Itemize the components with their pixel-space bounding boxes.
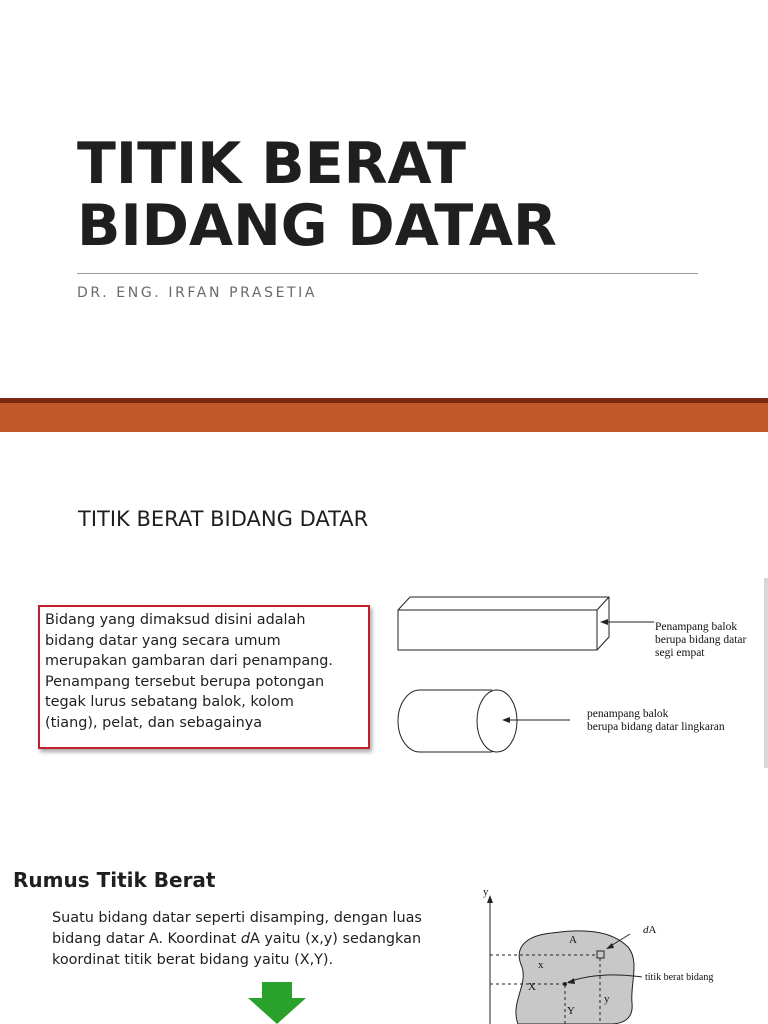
formula-description: Suatu bidang datar seperti disamping, dengan luas bidang datar A. Koordinat dA yaitu (x,y) sedangkan koordinat titik berat bidang yaitu (X,Y).: [52, 910, 422, 968]
author-subtitle: DR. ENG. IRFAN PRASETIA: [77, 285, 318, 301]
y-small-label: y: [604, 993, 610, 1005]
centroid-point: [563, 982, 567, 986]
centroid-label: titik berat bidang: [645, 972, 714, 983]
cylinder-label: penampang balok berupa bidang datar lingkaran: [587, 708, 725, 733]
dA-label: dA: [643, 924, 657, 936]
cylinder-pointer-arrowhead: [502, 717, 510, 723]
y-axis-label: y: [483, 886, 489, 898]
cross-section-illustrations: [392, 590, 662, 760]
slide-edge-shadow: [764, 578, 768, 768]
title-divider: [77, 273, 698, 274]
beam-box-shape: [398, 597, 609, 650]
Y-label: Y: [567, 1005, 575, 1017]
title-line-1: TITIK BERAT: [77, 131, 467, 197]
box-label: Penampang balok berupa bidang datar segi empat: [655, 621, 747, 659]
cylinder-shape: [398, 690, 517, 752]
box-pointer-arrowhead: [600, 619, 608, 625]
X-label: X: [528, 981, 536, 993]
title-slide-heading: [77, 133, 557, 257]
formula-heading: Rumus Titik Berat: [13, 868, 216, 892]
area-label: A: [569, 934, 577, 946]
slide-separator-band: [0, 403, 768, 432]
description-text: Bidang yang dimaksud disini adalah bidang datar yang secara umum merupakan gambaran dari penampang. Penampang tersebut berupa potongan tegak lurus sebatang balok, kolom (tiang), pelat, dan sebagainya: [45, 612, 333, 731]
title-line-2: BIDANG DATAR: [77, 193, 557, 259]
x-label: x: [538, 959, 544, 971]
section-heading: TITIK BERAT BIDANG DATAR: [78, 507, 369, 531]
down-arrow-icon: [246, 982, 308, 1024]
